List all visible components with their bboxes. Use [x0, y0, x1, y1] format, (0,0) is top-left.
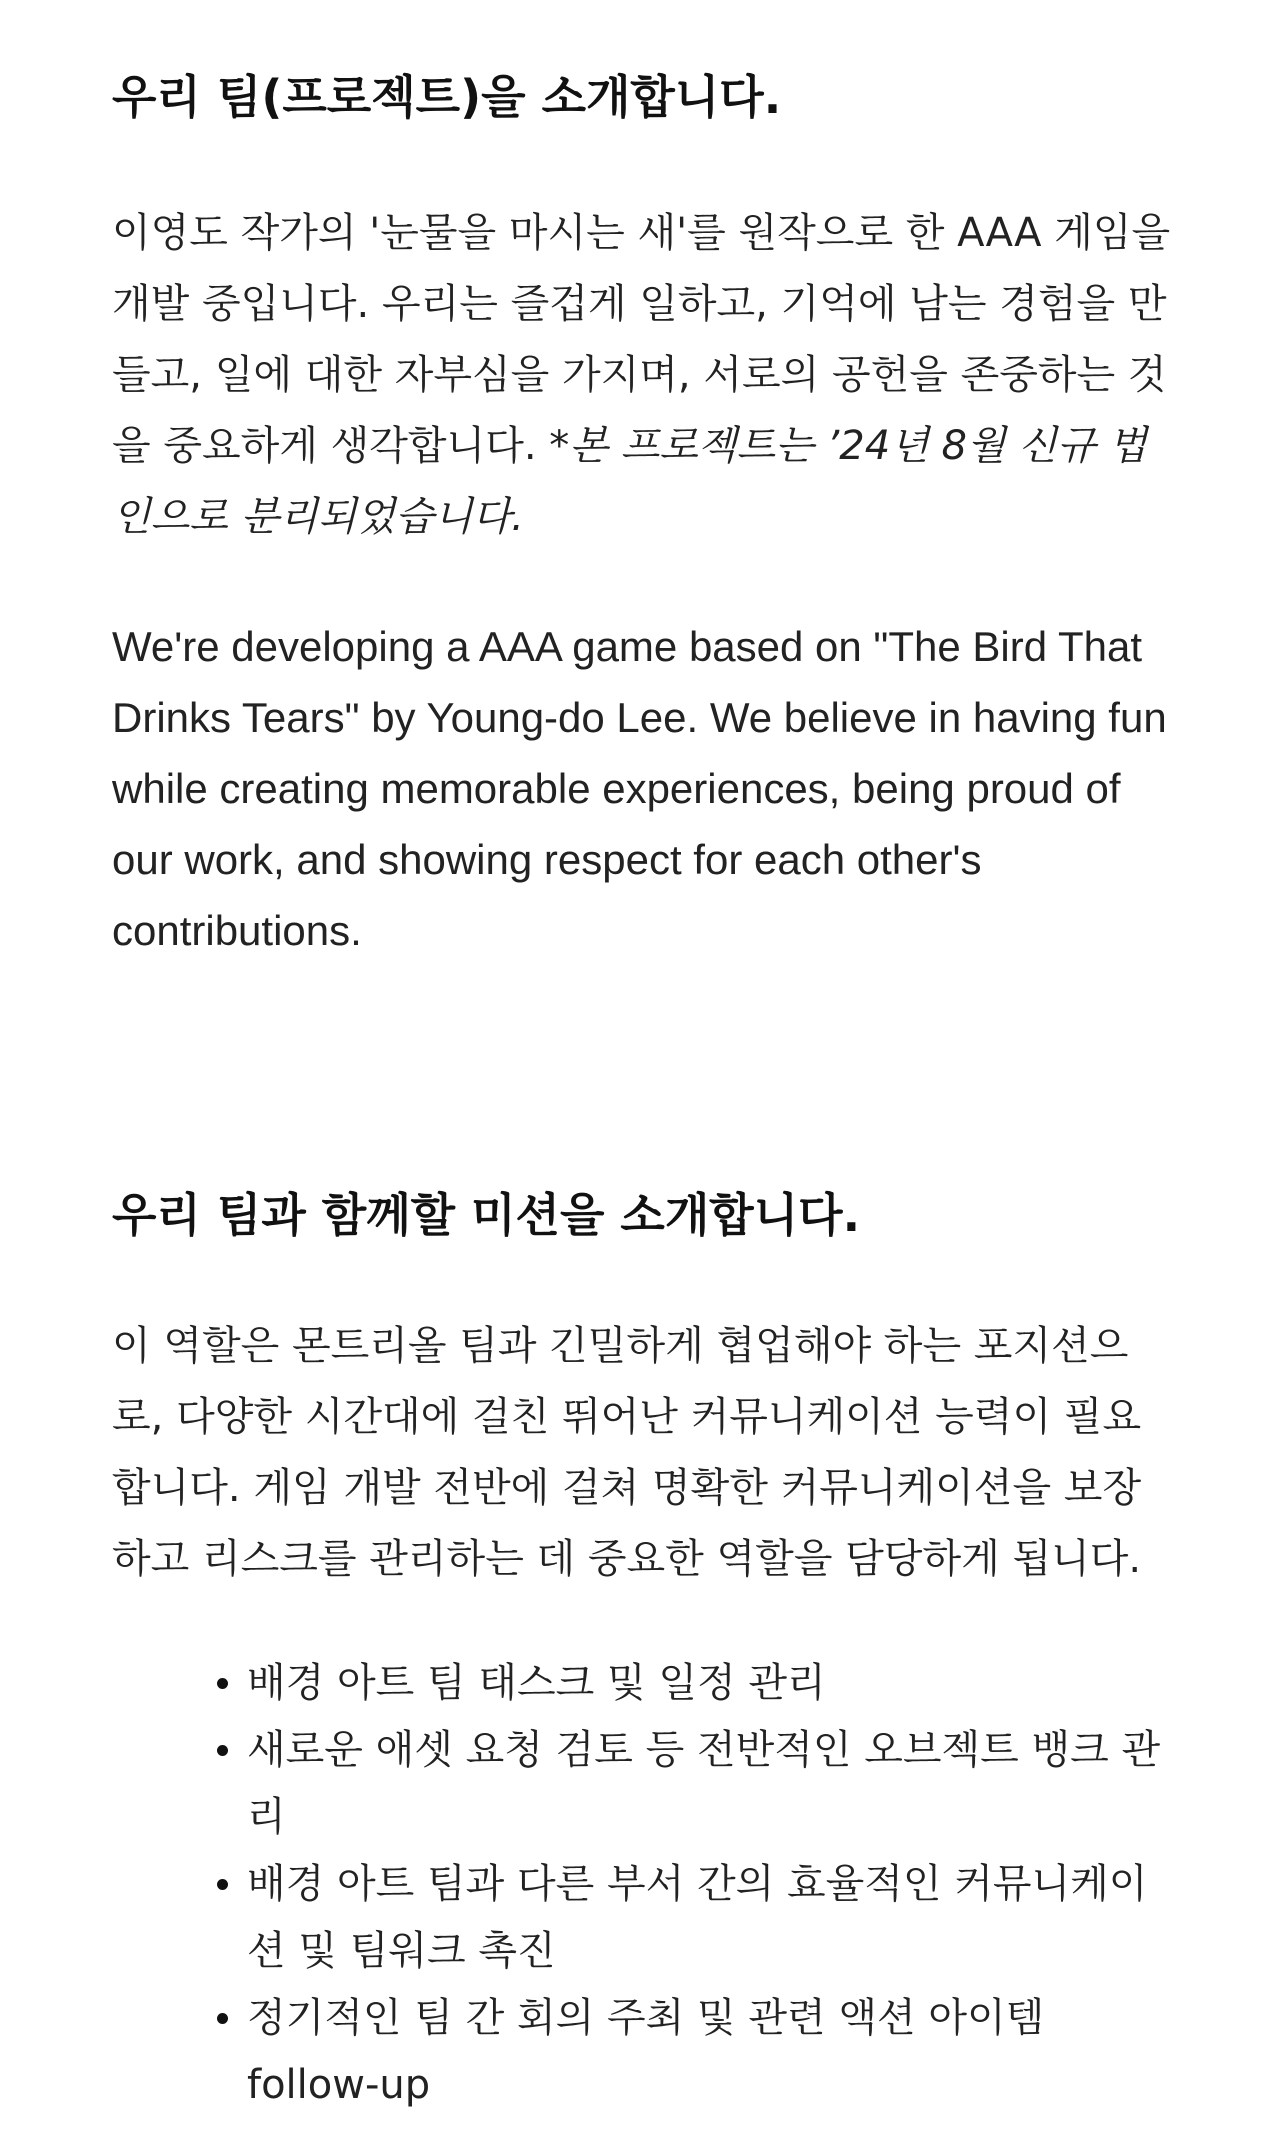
mission-description: 이 역할은 몬트리올 팀과 긴밀하게 협업해야 하는 포지션으로, 다양한 시간대에 걸친 뛰어난 커뮤니케이션 능력이 필요합니다. 게임 개발 전반에 걸쳐 명확한 커뮤니케이션을 보장하고 리스크를 관리하는 데 중요한 역할을 담당하게 됩니다.: [112, 1323, 1142, 1582]
team-intro-korean: [112, 198, 1172, 553]
mission-heading: 우리 팀과 함께할 미션을 소개합니다.: [112, 1188, 861, 1242]
spin-off-note: *본 프로젝트는 ’24년 8월 신규 법인으로 분리되었습니다.: [112, 423, 1147, 540]
team-intro-heading: 우리 팀(프로젝트)을 소개합니다.: [112, 70, 782, 124]
team-intro-korean-text: 이영도 작가의 '눈물을 마시는 새'를 원작으로 한 AAA 게임을 개발 중입니다. 우리는 즐겁게 일하고, 기억에 남는 경험을 만들고, 일에 대한 자부심을 가지며, 서로의 공헌을 존중하는 것을 중요하게 생각합니다.: [112, 210, 1171, 469]
list-item: 배경 아트 팀 태스크 및 일정 관리: [247, 1650, 1172, 1717]
list-item: 배경 아트 팀과 다른 부서 간의 효율적인 커뮤니케이션 및 팀워크 촉진: [247, 1851, 1172, 1985]
list-item: 정기적인 팀 간 회의 주최 및 관련 액션 아이템 follow-up: [247, 1985, 1172, 2119]
list-item: 새로운 애셋 요청 검토 등 전반적인 오브젝트 뱅크 관리: [247, 1717, 1172, 1851]
team-intro-english: We're developing a AAA game based on "The Bird That Drinks Tears" by Young-do Lee. We believe in having fun while creating memorable experiences, being proud of our work, and showing respect for each other's contributions.: [112, 623, 1167, 954]
duties-list: [112, 1650, 1172, 2119]
